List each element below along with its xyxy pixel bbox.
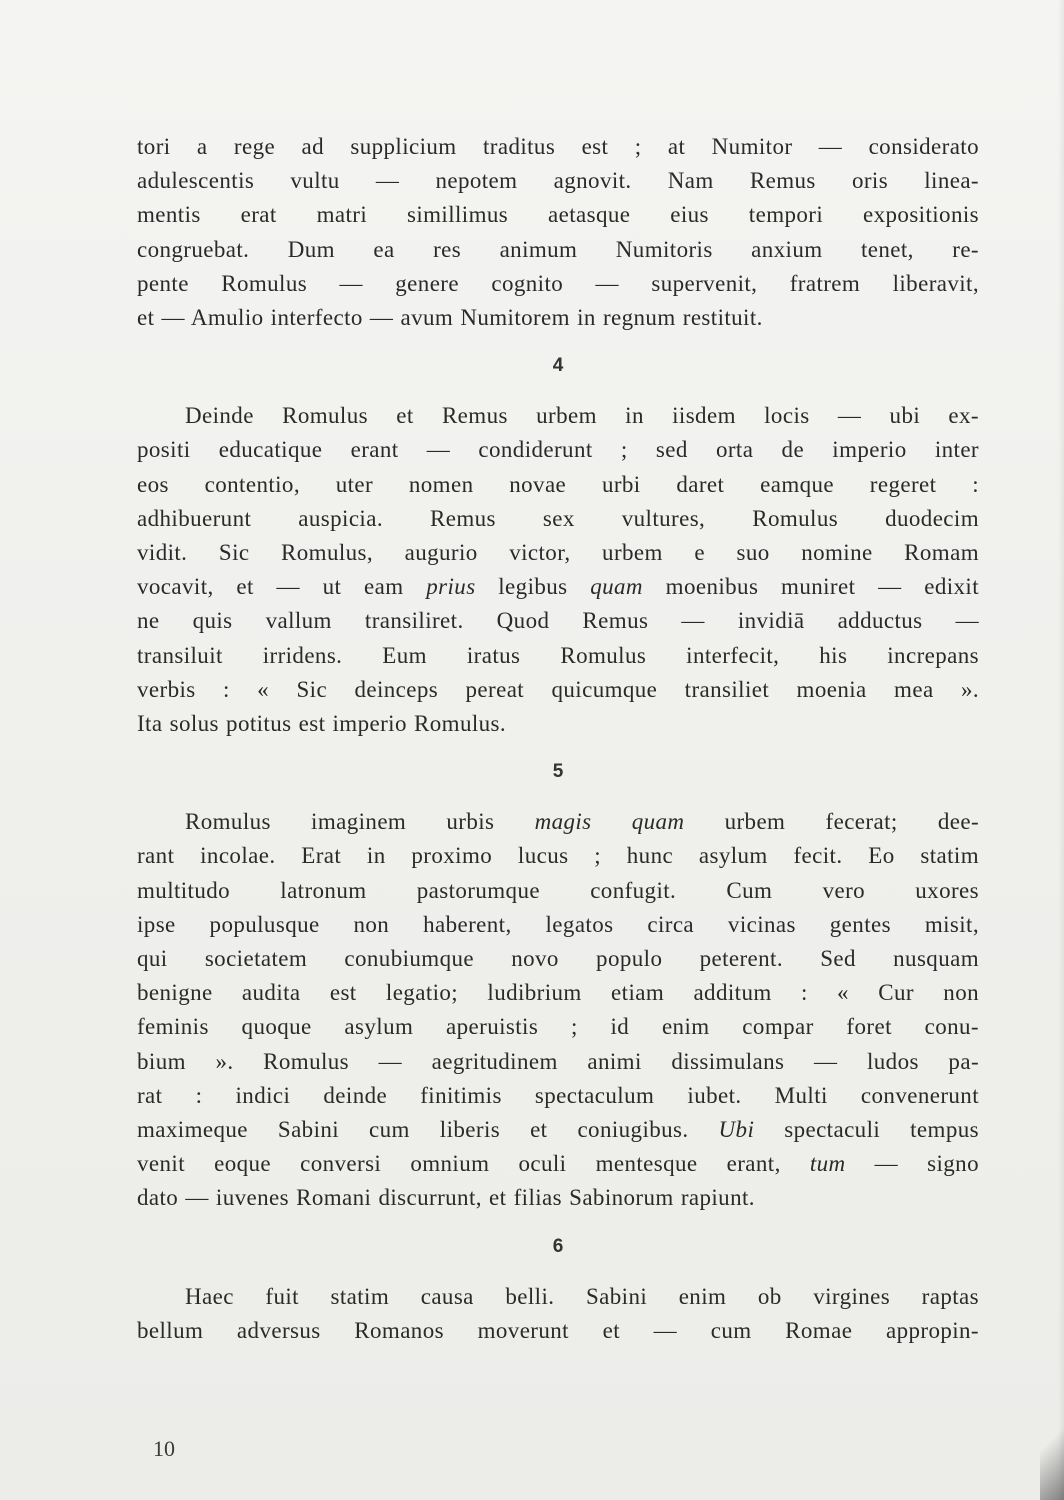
text-segment: vidit. Sic Romulus, augurio victor, urbem e suo nomine Romam [137, 540, 979, 566]
text-segment: moenibus muniret — edixit [642, 574, 979, 600]
text-line: congruebat. Dum ea res animum Numitoris anxium tenet, re- [137, 236, 979, 262]
text-line [137, 942, 979, 976]
text-line [137, 1181, 979, 1215]
italic-text: quam [590, 574, 643, 600]
text-line [137, 908, 979, 942]
text-line [137, 673, 979, 707]
text-segment: bium ». Romulus — aegritudinem animi dissimulans — ludos pa- [137, 1048, 979, 1074]
text-segment: — signo [845, 1151, 979, 1177]
page-text-block [137, 130, 979, 1348]
section-paragraph [137, 399, 979, 741]
text-line [137, 976, 979, 1010]
text-segment: dato — iuvenes Romani discurrunt, et filias Sabinorum rapiunt. [137, 1185, 755, 1211]
text-segment: ne quis vallum transiliret. Quod Remus — invidiā adductus — [137, 608, 979, 634]
text-line [137, 1280, 979, 1314]
text-line [137, 1147, 979, 1181]
text-line [137, 1045, 979, 1079]
text-segment: rant incolae. Erat in proximo lucus ; hunc asylum fecit. Eo statim [137, 843, 979, 869]
text-line [137, 1113, 979, 1147]
text-segment: spectaculi tempus [754, 1117, 979, 1143]
opening-paragraph [137, 130, 979, 335]
text-segment: qui societatem conubiumque novo populo peterent. Sed nusquam [137, 946, 979, 972]
text-line [137, 536, 979, 570]
text-segment: verbis : « Sic deinceps pereat quicumque transiliet moenia mea ». [137, 676, 979, 702]
text-line: mentis erat matri simillimus aetasque eius tempori expositionis [137, 202, 979, 228]
text-line [137, 433, 979, 467]
text-segment: ipse populusque non haberent, legatos circa vicinas gentes misit, [137, 911, 979, 937]
text-segment: benigne audita est legatio; ludibrium etiam additum : « Cur non [137, 980, 979, 1006]
text-line: tori a rege ad supplicium traditus est ; at Numitor — considerato [137, 134, 979, 159]
text-segment: feminis quoque asylum aperuistis ; id enim compar foret conu- [137, 1014, 979, 1040]
page-number: 10 [153, 1436, 175, 1461]
text-segment: bellum adversus Romanos moverunt et — cum Romae appropin- [137, 1317, 979, 1343]
text-segment: Ita solus potitus est imperio Romulus. [137, 711, 507, 737]
text-line [137, 468, 979, 502]
text-line [137, 839, 979, 873]
text-line [137, 399, 979, 433]
text-line [137, 502, 979, 536]
text-line [137, 874, 979, 908]
italic-text: magis quam [534, 809, 685, 835]
text-segment: eos contentio, uter nomen novae urbi daret eamque regeret : [137, 471, 979, 497]
section-paragraph [137, 805, 979, 1215]
section-number: 5 [552, 761, 564, 783]
italic-text: tum [809, 1151, 846, 1177]
italic-text: Ubi [718, 1117, 755, 1143]
text-line [137, 1314, 979, 1348]
text-segment: vocavit, et — ut eam [137, 574, 427, 600]
text-line: et — Amulio interfecto — avum Numitorem in regnum restituit. [137, 305, 763, 331]
text-line [137, 570, 979, 604]
sections-container [137, 355, 979, 1348]
text-line [137, 1079, 979, 1113]
page-corner-shadow [1040, 1360, 1064, 1500]
section-number: 4 [552, 355, 564, 377]
page-edge-shadow [1058, 0, 1064, 1500]
text-segment: Haec fuit statim causa belli. Sabini enim ob virgines raptas [185, 1283, 979, 1309]
text-segment: rat : indici deinde finitimis spectaculum iubet. Multi convenerunt [137, 1082, 979, 1108]
text-segment: transiluit irridens. Eum iratus Romulus interfecit, his increpans [137, 642, 979, 668]
text-segment: venit eoque conversi omnium oculi mentesque erant, [137, 1151, 810, 1177]
text-line [137, 707, 979, 741]
text-segment: positi educatique erant — condiderunt ; sed orta de imperio inter [137, 437, 979, 463]
text-segment: Deinde Romulus et Remus urbem in iisdem locis — ubi ex- [185, 403, 979, 429]
text-line: adulescentis vultu — nepotem agnovit. Nam Remus oris linea- [137, 168, 979, 194]
text-line [137, 1010, 979, 1044]
section-number: 6 [552, 1235, 564, 1257]
text-segment: maximeque Sabini cum liberis et coniugibus. [137, 1117, 719, 1143]
text-line [137, 604, 979, 638]
text-segment: multitudo latronum pastorumque confugit. Cum vero uxores [137, 877, 979, 903]
text-line [137, 639, 979, 673]
text-line [137, 805, 979, 839]
text-segment: Romulus imaginem urbis [185, 809, 535, 835]
section-paragraph [137, 1280, 979, 1348]
text-line: pente Romulus — genere cognito — supervenit, fratrem liberavit, [137, 270, 979, 296]
italic-text: prius [426, 574, 476, 600]
text-segment: adhibuerunt auspicia. Remus sex vultures, Romulus duodecim [137, 505, 979, 531]
text-segment: urbem fecerat; dee- [684, 809, 980, 835]
text-segment: legibus [475, 574, 591, 600]
